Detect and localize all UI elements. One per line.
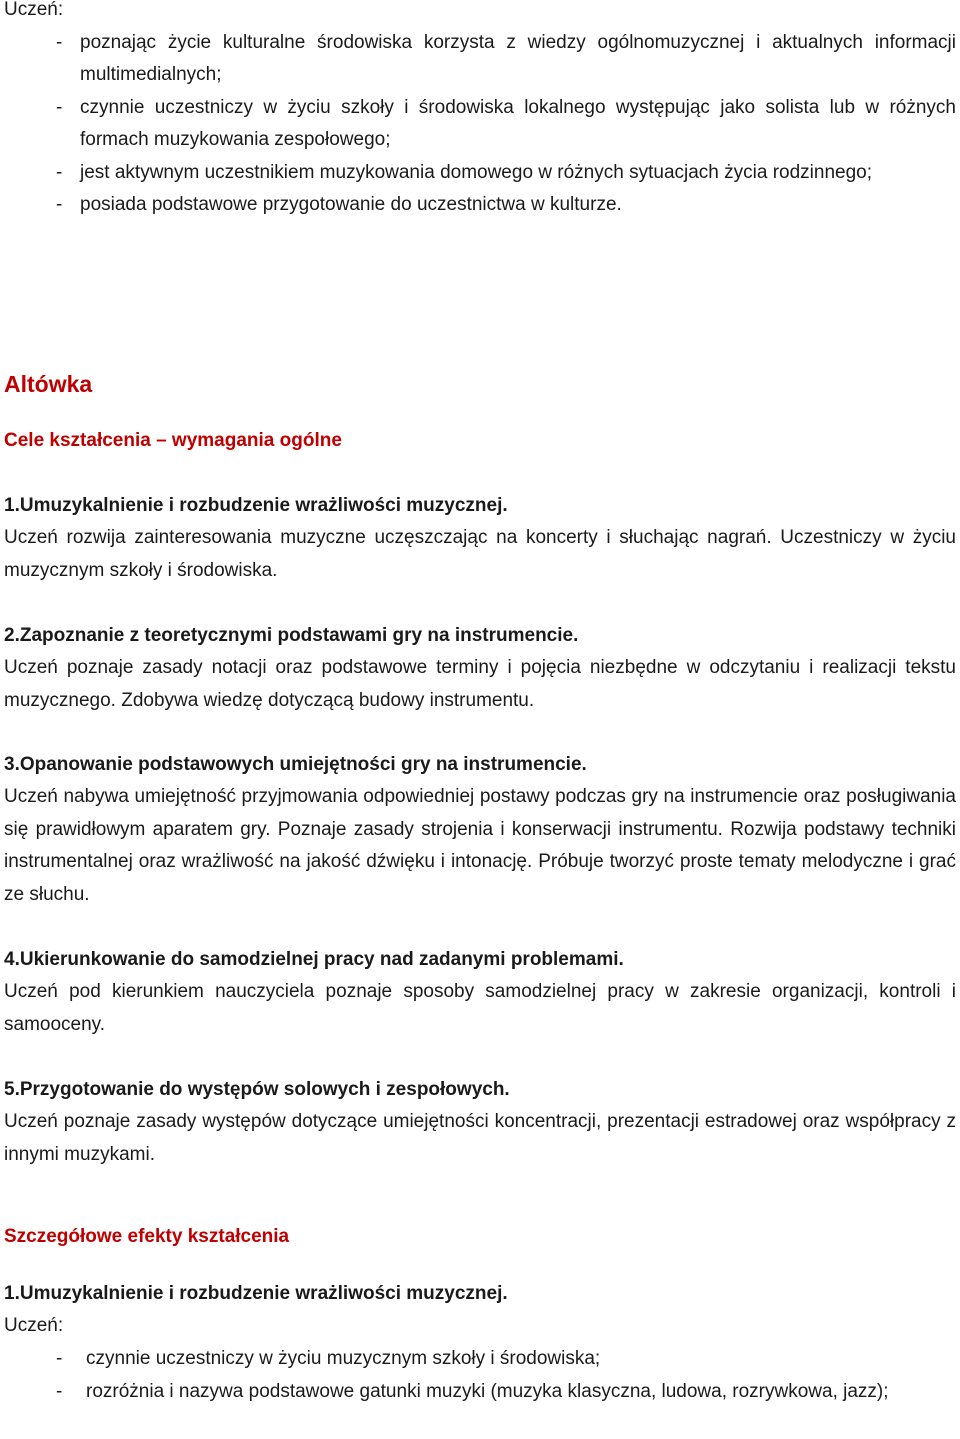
list-item: - posiada podstawowe przygotowanie do uczestnictwa w kulturze. [4,189,956,222]
list-item: - rozróżnia i nazywa podstawowe gatunki muzyki (muzyka klasyczna, ludowa, rozrywkowa, jazz); [4,1376,956,1409]
intro-section [4,0,956,222]
goal-heading: 2.Zapoznanie z teoretycznymi podstawami gry na instrumencie. [4,625,579,646]
effects-section [4,1278,956,1343]
goals-heading: Cele kształcenia – wymagania ogólne [4,430,342,451]
goal-3 [4,749,956,911]
goal-text: Uczeń rozwija zainteresowania muzyczne uczęszczając na koncerty i słuchając nagrań. Uczestniczy w życiu muzycznym szkoły i środowiska. [4,527,956,581]
list-item: - czynnie uczestniczy w życiu muzycznym szkoły i środowiska; [4,1343,956,1376]
goal-heading: 3.Opanowanie podstawowych umiejętności gry na instrumencie. [4,754,587,775]
effects-heading: Szczegółowe efekty kształcenia [4,1226,290,1247]
effects-label: Uczeń: [4,1315,64,1336]
intro-list [4,27,956,222]
goal-4 [4,944,956,1041]
goal-text: Uczeń pod kierunkiem nauczyciela poznaje sposoby samodzielnej pracy w zakresie organizacji, kontroli i samooceny. [4,981,956,1035]
section-title: Altówka [4,371,93,397]
effects-subheading: 1.Umuzykalnienie i rozbudzenie wrażliwości muzycznej. [4,1283,508,1304]
goal-text: Uczeń poznaje zasady notacji oraz podstawowe terminy i pojęcia niezbędne w odczytaniu i realizacji tekstu muzycznego. Zdobywa wiedzę dotyczącą budowy instrumentu. [4,657,956,711]
effects-list [4,1343,956,1408]
effects-list-block [4,1343,956,1408]
goal-heading: 4.Ukierunkowanie do samodzielnej pracy nad zadanymi problemami. [4,949,624,970]
goal-2 [4,620,956,717]
goal-text: Uczeń poznaje zasady występów dotyczące umiejętności koncentracji, prezentacji estradowej oraz współpracy z innymi muzykami. [4,1111,956,1165]
goals-heading-block [4,425,956,457]
effects-heading-block [4,1221,956,1253]
goal-text: Uczeń nabywa umiejętność przyjmowania odpowiedniej postawy podczas gry na instrumencie oraz posługiwania się prawidłowym aparatem gry. Poznaje zasady strojenia i konserwacji instrumentu. Rozwija podstawy techniki instrumentalnej oraz wrażliwość na jakość dźwięku i intonację. Próbuje tworzyć proste tematy melodyczne i grać ze słuchu. [4,786,956,905]
list-item: - poznając życie kulturalne środowiska korzysta z wiedzy ogólnomuzycznej i aktualnych informacji multimedialnych; [4,27,956,92]
goal-5 [4,1074,956,1171]
goal-heading: 1.Umuzykalnienie i rozbudzenie wrażliwości muzycznej. [4,495,508,516]
list-item: - czynnie uczestniczy w życiu szkoły i środowiska lokalnego występując jako solista lub w różnych formach muzykowania zespołowego; [4,92,956,157]
altowka-title-block [4,368,956,400]
goal-heading: 5.Przygotowanie do występów solowych i zespołowych. [4,1079,510,1100]
goal-1 [4,490,956,587]
intro-label: Uczeń: [4,0,64,20]
list-item: - jest aktywnym uczestnikiem muzykowania domowego w różnych sytuacjach życia rodzinnego; [4,157,956,190]
